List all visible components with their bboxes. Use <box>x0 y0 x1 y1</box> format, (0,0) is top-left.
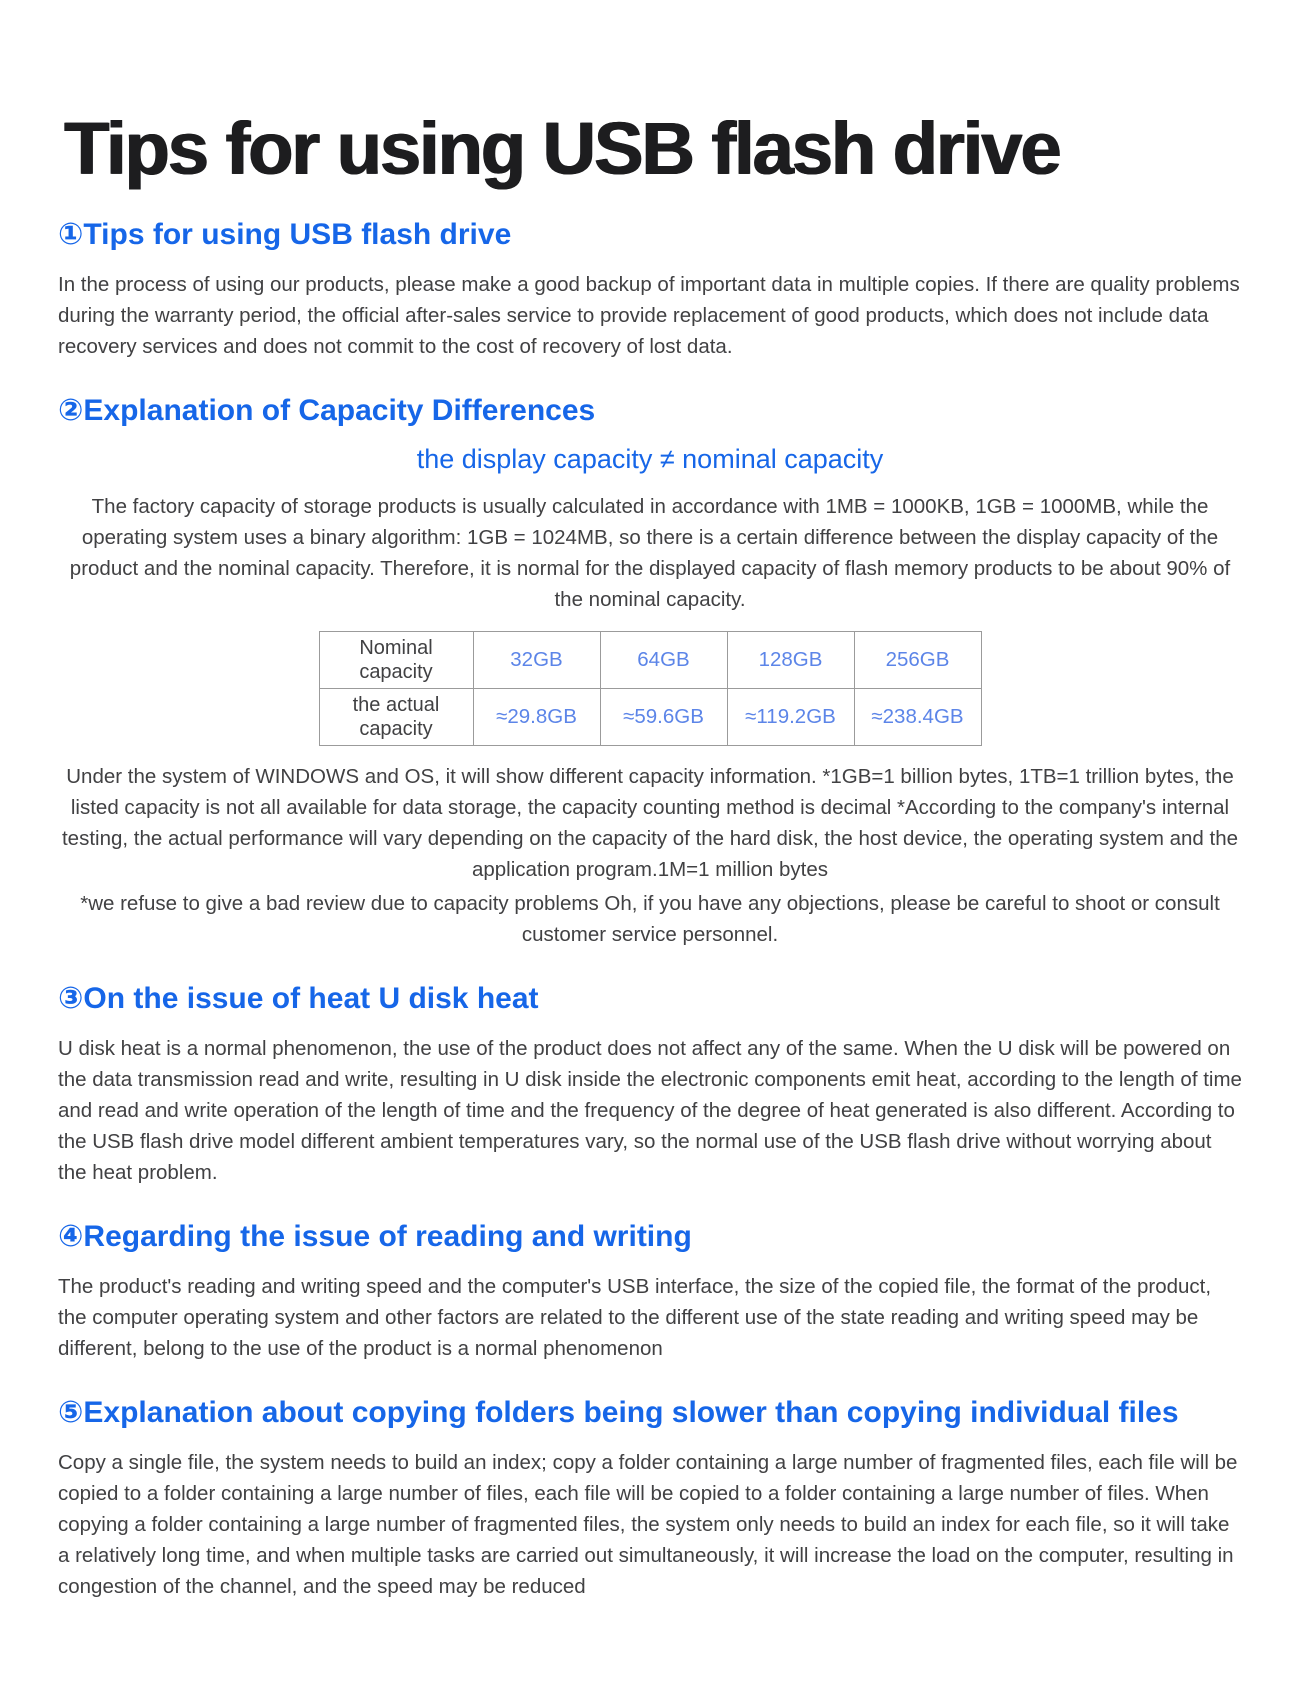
table-cell: ≈119.2GB <box>727 688 854 745</box>
table-cell: 256GB <box>854 631 981 688</box>
paragraph-capacity-intro: The factory capacity of storage products is usually calculated in accordance with 1MB = 1000KB, 1GB = 1000MB, while the operating system uses a binary algorithm: 1GB = 1024MB, so there is a certain difference between the display capacity of the product and the nominal capacity. Therefore, it is normal for the displayed capacity of flash memory products to be about 90% of the nominal capacity. <box>69 494 1231 611</box>
table-cell: ≈238.4GB <box>854 688 981 745</box>
section-heading-copying: ⑤Explanation about copying folders being slower than copying individual files <box>58 1395 1179 1429</box>
table-cell: 64GB <box>600 631 727 688</box>
table-cell: 32GB <box>473 631 600 688</box>
table-row-label: the actual capacity <box>319 688 473 745</box>
section-usage-tips <box>58 215 1242 362</box>
document-page <box>0 108 1300 1708</box>
paragraph-capacity-note: Under the system of WINDOWS and OS, it will show different capacity information. *1GB=1 billion bytes, 1TB=1 trillion bytes, the listed capacity is not all available for data storage, the capacity counting method is decimal *According to the company's internal testing, the actual performance will vary depending on the capacity of the hard disk, the host device, the operating system and the application program.1M=1 million bytes <box>61 764 1239 881</box>
section-reading-writing <box>58 1217 1242 1364</box>
section-copying <box>58 1393 1242 1602</box>
section-heat <box>58 979 1242 1188</box>
section-heading-tips: ①Tips for using USB flash drive <box>58 218 512 252</box>
capacity-subtitle: the display capacity ≠ nominal capacity <box>416 444 884 475</box>
page-title: Tips for using USB flash drive <box>64 107 1060 190</box>
paragraph-copying: Copy a single file, the system needs to build an index; copy a folder containing a large number of fragmented files, each file will be copied to a folder containing a large number of files, each file will be copied to a folder containing a large number of files. When copying a folder containing a large number of fragmented files, the system only needs to build an index for each file, so it will take a relatively long time, and when multiple tasks are carried out simultaneously, it will increase the load on the computer, resulting in congestion of the channel, and the speed may be reduced <box>58 1450 1238 1598</box>
capacity-table <box>319 631 982 746</box>
section-heading-heat: ③On the issue of heat U disk heat <box>58 981 539 1015</box>
section-heading-reading-writing: ④Regarding the issue of reading and writing <box>58 1219 692 1253</box>
paragraph-heat: U disk heat is a normal phenomenon, the use of the product does not affect any of the same. When the U disk will be powered on the data transmission read and write, resulting in U disk inside the electronic components emit heat, according to the length of time and read and write operation of the length of time and the frequency of the degree of heat generated is also different. According to the USB flash drive model different ambient temperatures vary, so the normal use of the USB flash drive without worrying about the heat problem. <box>58 1036 1242 1184</box>
table-row-actual <box>319 688 981 745</box>
table-cell: ≈29.8GB <box>473 688 600 745</box>
table-cell: 128GB <box>727 631 854 688</box>
paragraph-reading-writing: The product's reading and writing speed and the computer's USB interface, the size of the copied file, the format of the product, the computer operating system and other factors are related to the different use of the state reading and writing speed may be different, belong to the use of the product is a normal phenomenon <box>58 1274 1212 1360</box>
section-capacity-differences <box>58 391 1242 949</box>
paragraph-capacity-disclaimer: *we refuse to give a bad review due to capacity problems Oh, if you have any objections, please be careful to shoot or consult customer service personnel. <box>80 891 1220 946</box>
table-row-nominal <box>319 631 981 688</box>
section-heading-capacity: ②Explanation of Capacity Differences <box>58 394 596 428</box>
paragraph-usage-tips: In the process of using our products, please make a good backup of important data in multiple copies. If there are quality problems during the warranty period, the official after-sales service to provide replacement of good products, which does not include data recovery services and does not commit to the cost of recovery of lost data. <box>58 273 1240 359</box>
table-row-label: Nominal capacity <box>319 631 473 688</box>
table-cell: ≈59.6GB <box>600 688 727 745</box>
